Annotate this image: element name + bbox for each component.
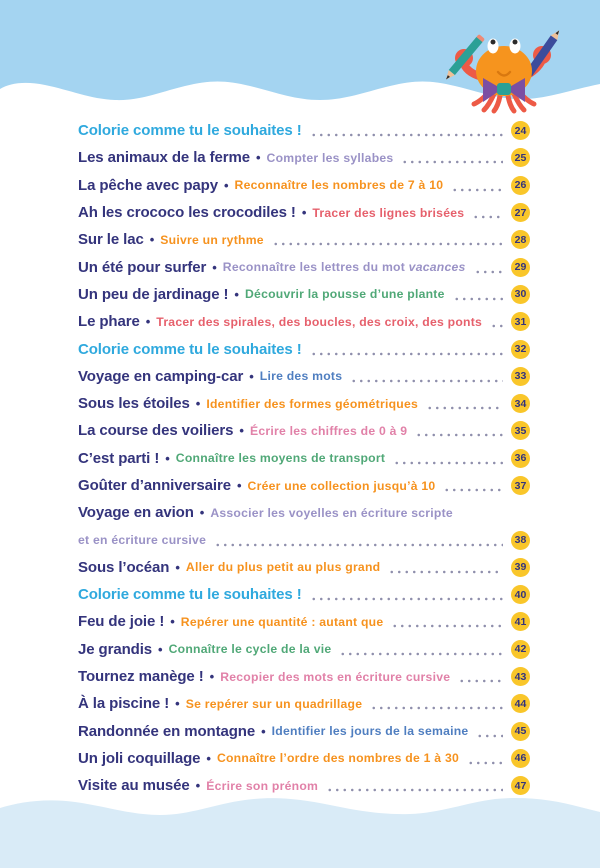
entry-title: Un joli coquillage	[78, 749, 201, 767]
entry-skill-italic-word: vacances	[408, 260, 466, 275]
entry-title: Tournez manège !	[78, 668, 204, 686]
bullet-separator: •	[199, 505, 205, 521]
dotted-leader	[370, 707, 503, 710]
entry-skill: Suivre un rythme	[160, 232, 264, 247]
entry-title: C’est parti !	[78, 449, 160, 467]
bullet-separator: •	[261, 723, 266, 739]
toc-row-continuation	[78, 526, 530, 553]
page-number-badge: 30	[511, 285, 530, 304]
toc-row	[78, 144, 530, 171]
entry-title: Sous l’océan	[78, 558, 170, 576]
dotted-leader	[472, 216, 503, 219]
toc-row	[78, 608, 530, 635]
page-number-badge: 39	[511, 558, 530, 577]
dotted-leader	[339, 652, 503, 655]
page-number-badge: 33	[511, 367, 530, 386]
page-number-badge: 34	[511, 394, 530, 413]
entry-skill: Découvrir la pousse d’une plante	[244, 287, 445, 302]
page-number-badge: 29	[511, 258, 530, 277]
page-number-badge: 31	[511, 312, 530, 331]
entry-title: La course des voiliers	[78, 422, 234, 440]
entry-skill: Identifier des formes géométriques	[206, 396, 419, 411]
entry-title: Randonnée en montagne	[78, 722, 256, 740]
entry-title: La pêche avec papy	[78, 176, 218, 194]
page-number-badge: 37	[511, 476, 530, 495]
toc-row	[78, 472, 530, 499]
page-number-badge: 45	[511, 722, 530, 741]
entry-skill: Compter les syllabes	[266, 150, 394, 165]
entry-title: Colorie comme tu le souhaites !	[78, 340, 302, 358]
entry-skill: Créer une collection jusqu’à 10	[247, 478, 436, 493]
entry-skill: Écrire son prénom	[206, 778, 319, 793]
entry-title: Voyage en camping-car	[78, 367, 244, 385]
toc-row	[78, 499, 530, 526]
crab-mascot-illustration	[438, 18, 568, 115]
dotted-leader	[214, 543, 503, 546]
dotted-leader	[490, 325, 503, 328]
bottom-wave-shape	[0, 798, 600, 868]
bullet-separator: •	[249, 368, 254, 384]
toc-row	[78, 417, 530, 444]
entry-title: Feu de joie !	[78, 613, 165, 631]
dotted-leader	[401, 161, 503, 164]
dotted-leader	[443, 489, 503, 492]
entry-title: Les animaux de la ferme	[78, 149, 250, 167]
bullet-separator: •	[175, 559, 180, 575]
bullet-separator: •	[145, 314, 151, 330]
entry-title: Un été pour surfer	[78, 258, 207, 276]
bullet-separator: •	[175, 696, 180, 712]
bullet-separator: •	[195, 778, 201, 794]
entry-skill: Tracer des spirales, des boucles, des croix, des ponts	[156, 314, 483, 329]
bullet-separator: •	[149, 232, 155, 248]
page-number-badge: 46	[511, 749, 530, 768]
entry-title: Je grandis	[78, 640, 153, 658]
entry-skill: Connaître les moyens de transport	[175, 451, 386, 466]
entry-title: Voyage en avion	[78, 504, 194, 522]
page-number-badge: 40	[511, 585, 530, 604]
toc-list	[78, 117, 530, 799]
bullet-separator: •	[255, 150, 261, 166]
dotted-leader	[310, 134, 503, 137]
page-number-badge: 26	[511, 176, 530, 195]
dotted-leader	[453, 297, 503, 300]
toc-row	[78, 335, 530, 362]
dotted-leader	[451, 188, 503, 191]
toc-row	[78, 390, 530, 417]
entry-skill-continued: et en écriture cursive	[78, 533, 207, 548]
dotted-leader	[393, 461, 503, 464]
page-number-badge: 41	[511, 612, 530, 631]
page-number-badge: 42	[511, 640, 530, 659]
bullet-separator: •	[236, 478, 242, 493]
dotted-leader	[272, 243, 503, 246]
entry-title: À la piscine !	[78, 695, 170, 713]
toc-row	[78, 308, 530, 335]
dotted-leader	[467, 761, 503, 764]
toc-row	[78, 636, 530, 663]
entry-skill: Connaître le cycle de la vie	[168, 642, 332, 657]
bullet-separator: •	[223, 177, 229, 193]
entry-title: Un peu de jardinage !	[78, 285, 229, 303]
bullet-separator: •	[195, 396, 201, 412]
page-number-badge: 47	[511, 776, 530, 795]
entry-title: Le phare	[78, 313, 140, 331]
bullet-separator: •	[209, 669, 215, 685]
dotted-leader	[474, 270, 503, 273]
entry-skill: Identifier les jours de la semaine	[271, 724, 469, 739]
toc-row	[78, 172, 530, 199]
toc-row	[78, 117, 530, 144]
toc-row	[78, 745, 530, 772]
page-number-badge: 24	[511, 121, 530, 140]
toc-row	[78, 281, 530, 308]
dotted-leader	[310, 352, 503, 355]
page-number-badge: 36	[511, 449, 530, 468]
toc-row	[78, 690, 530, 717]
entry-skill: Aller du plus petit au plus grand	[185, 560, 381, 575]
bullet-separator: •	[158, 641, 163, 657]
page-number-badge: 43	[511, 667, 530, 686]
entry-skill: Reconnaître les lettres du mot vacances	[222, 260, 466, 275]
toc-row	[78, 253, 530, 280]
page-number-badge: 27	[511, 203, 530, 222]
page-number-badge: 32	[511, 340, 530, 359]
entry-title: Sur le lac	[78, 231, 144, 249]
entry-title: Ah les crococo les crocodiles !	[78, 204, 296, 222]
bullet-separator: •	[212, 259, 217, 275]
entry-title: Colorie comme tu le souhaites !	[78, 122, 302, 140]
entry-skill: Connaître l’ordre des nombres de 1 à 30	[216, 751, 459, 766]
page-number-badge: 38	[511, 531, 530, 550]
dotted-leader	[326, 789, 503, 792]
dotted-leader	[391, 625, 503, 628]
dotted-leader	[310, 598, 503, 601]
toc-row	[78, 363, 530, 390]
entry-title: Visite au musée	[78, 777, 190, 795]
toc-row	[78, 445, 530, 472]
bullet-separator: •	[206, 750, 211, 766]
dotted-leader	[426, 407, 503, 410]
entry-skill: Lire des mots	[259, 369, 343, 384]
entry-title: Goûter d’anniversaire	[78, 477, 231, 494]
bullet-separator: •	[301, 205, 307, 221]
dotted-leader	[476, 734, 503, 737]
entry-skill: Tracer des lignes brisées	[312, 205, 465, 220]
entry-skill: Reconnaître les nombres de 7 à 10	[234, 178, 444, 193]
bullet-separator: •	[165, 450, 170, 466]
dotted-leader	[388, 570, 503, 573]
page-number-badge: 35	[511, 421, 530, 440]
dotted-leader	[458, 680, 503, 683]
entry-skill: Associer les voyelles en écriture scripte	[210, 505, 453, 520]
entry-skill: Recopier des mots en écriture cursive	[220, 669, 451, 684]
entry-skill: Écrire les chiffres de 0 à 9	[249, 423, 408, 438]
toc-row	[78, 199, 530, 226]
bullet-separator: •	[239, 423, 244, 439]
bullet-separator: •	[234, 286, 239, 302]
page-number-badge: 44	[511, 694, 530, 713]
dotted-leader	[350, 379, 503, 382]
toc-row	[78, 554, 530, 581]
bottom-wave-band	[0, 796, 600, 868]
entry-skill: Repérer une quantité : autant que	[180, 614, 384, 629]
entry-title: Colorie comme tu le souhaites !	[78, 586, 302, 604]
entry-skill: Se repérer sur un quadrillage	[185, 696, 363, 711]
entry-title: Sous les étoiles	[78, 395, 190, 413]
bullet-separator: •	[170, 614, 175, 630]
toc-row	[78, 718, 530, 745]
toc-row	[78, 581, 530, 608]
dotted-leader	[415, 434, 503, 437]
page-number-badge: 25	[511, 148, 530, 167]
toc-row	[78, 663, 530, 690]
page-number-badge: 28	[511, 230, 530, 249]
toc-row	[78, 226, 530, 253]
